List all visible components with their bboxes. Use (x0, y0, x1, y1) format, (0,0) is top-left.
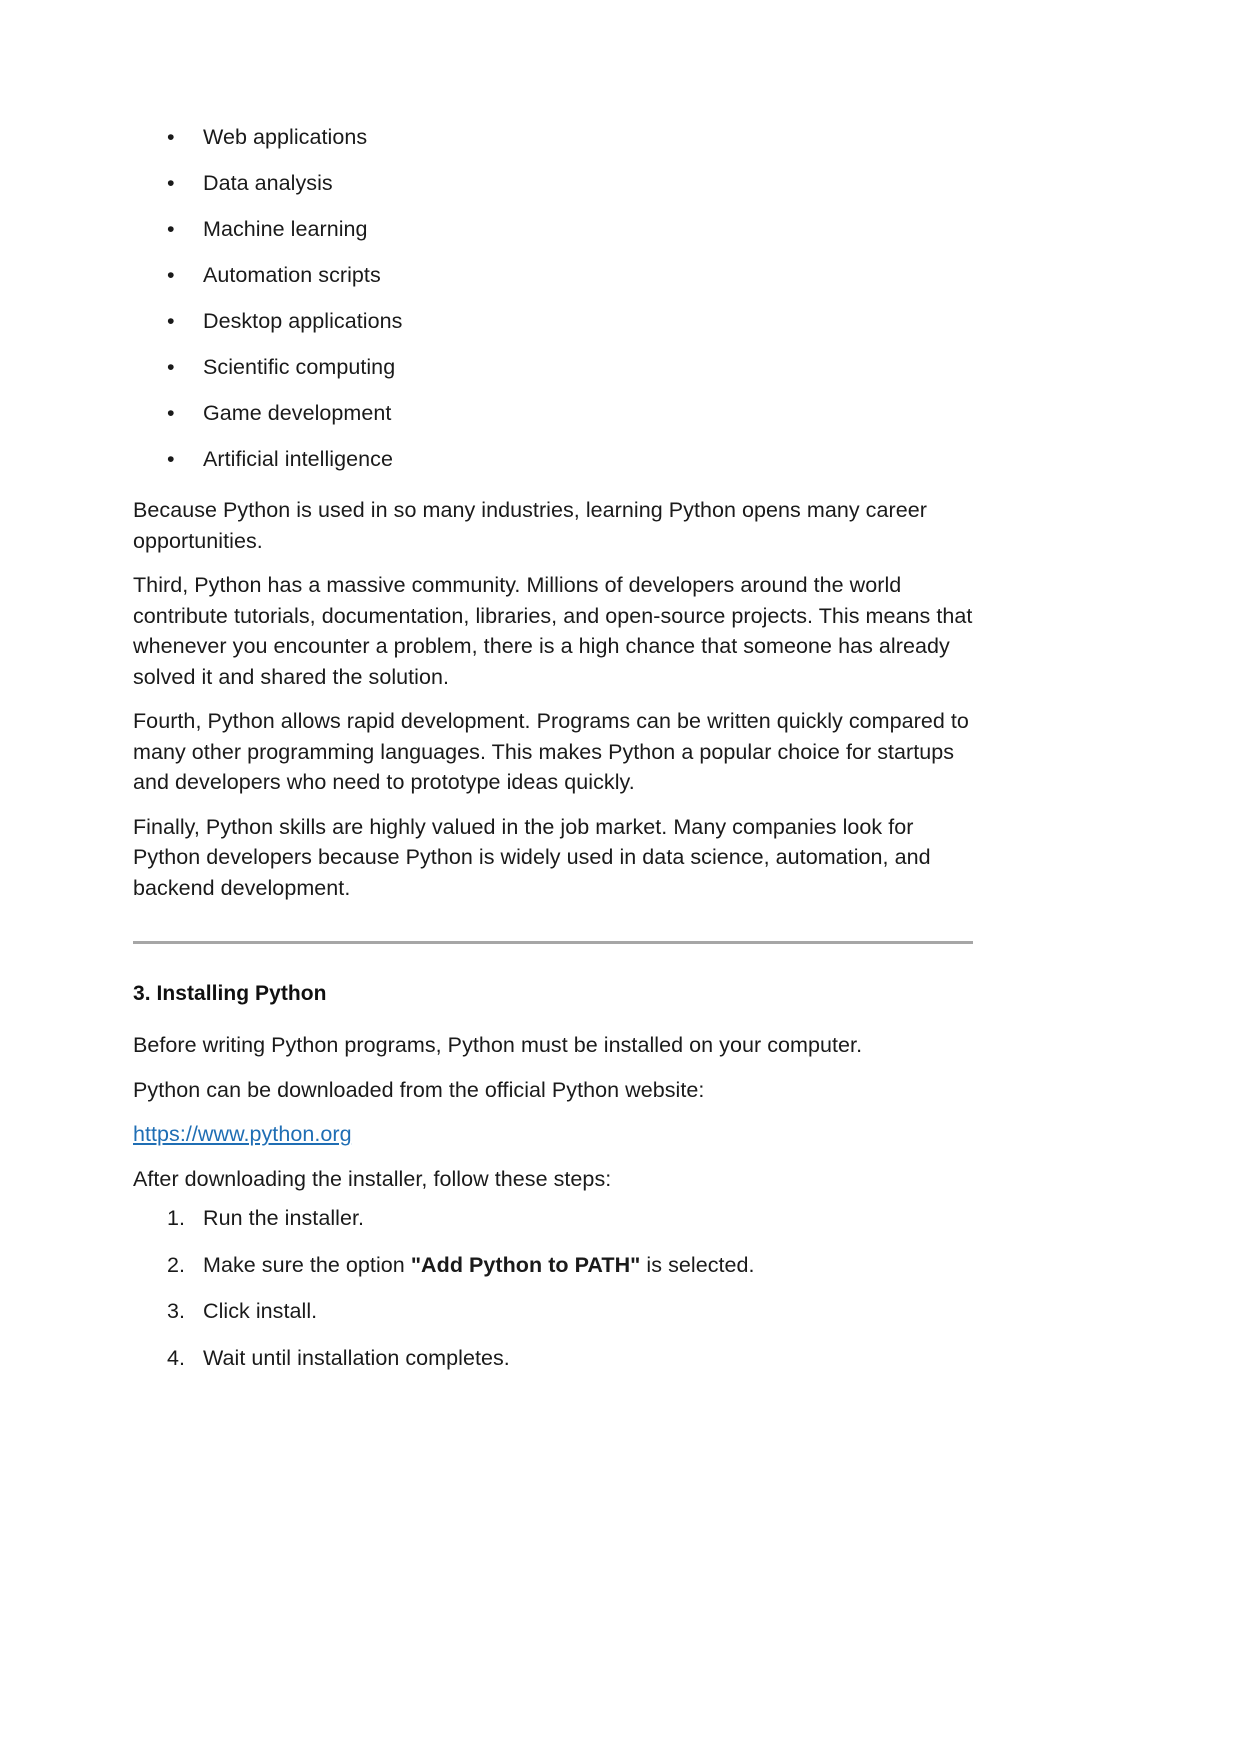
bullet-icon: • (167, 447, 175, 471)
list-item (133, 311, 973, 333)
bullet-icon: • (167, 171, 175, 195)
list-item-label: Artificial intelligence (203, 447, 393, 471)
spacer (133, 944, 973, 981)
list-item (133, 127, 973, 149)
list-item (133, 265, 973, 287)
python-website-link-paragraph (133, 1119, 973, 1150)
paragraph-community: Third, Python has a massive community. Millions of developers around the world contribute tutorials, documentation, libraries, and open-source projects. This means that whenever you encounter a problem, there is a high chance that someone has already solved it and shared the solution. (133, 573, 973, 689)
list-item-label: Click install. (203, 1299, 318, 1324)
list-item (133, 1301, 973, 1323)
paragraph-steps-intro: After downloading the installer, follow these steps: (133, 1166, 612, 1191)
list-item (133, 357, 973, 379)
list-item-label (203, 1253, 755, 1277)
bullet-icon: • (167, 401, 175, 425)
paragraph-career-opportunities: Because Python is used in so many industries, learning Python opens many career opportunities. (133, 498, 927, 553)
list-item-number: 2. (167, 1252, 186, 1277)
paragraph-install-intro: Before writing Python programs, Python must be installed on your computer. (133, 1033, 863, 1058)
list-item-label: Machine learning (203, 217, 368, 241)
python-use-cases-list (133, 127, 973, 471)
page-title: 3. Installing Python (133, 982, 327, 1006)
list-item (133, 449, 973, 471)
list-item-label: Web applications (203, 125, 368, 149)
list-item-label: Data analysis (203, 171, 333, 195)
list-item-label: Game development (203, 401, 392, 425)
list-item-number: 4. (167, 1345, 186, 1370)
bullet-icon: • (167, 217, 175, 241)
list-item-number: 3. (167, 1299, 186, 1324)
list-item (133, 1208, 973, 1230)
list-item-label: Wait until installation completes. (203, 1345, 510, 1370)
list-item (133, 1345, 973, 1370)
paragraph-job-market: Finally, Python skills are highly valued in the job market. Many companies look for Python developers because Python is widely used in data science, automation, and backend development. (133, 814, 931, 900)
list-item (133, 1252, 973, 1277)
list-item (133, 173, 973, 195)
list-item-label: Run the installer. (203, 1206, 365, 1231)
list-item (133, 219, 973, 241)
list-item-label: Desktop applications (203, 309, 403, 333)
paragraph-download-source: Python can be downloaded from the official Python website: (133, 1077, 705, 1102)
python-website-link[interactable]: https://www.python.org (133, 1122, 352, 1147)
spacer (133, 915, 973, 941)
list-item-label: Scientific computing (203, 355, 396, 379)
list-item-label: Automation scripts (203, 263, 381, 287)
list-item-number: 1. (167, 1206, 186, 1231)
bullet-icon: • (167, 263, 175, 287)
installation-steps-list (133, 1208, 973, 1369)
add-python-to-path-emphasis: "Add Python to PATH" (410, 1252, 641, 1277)
document-content (133, 118, 973, 1394)
step-text-prefix: Make sure the option (203, 1252, 411, 1277)
paragraph-rapid-development: Fourth, Python allows rapid development. Programs can be written quickly compared to many other programming languages. This makes Python a popular choice for startups and developers who need to prototype ideas quickly. (133, 709, 969, 795)
step-text-suffix: is selected. (640, 1252, 755, 1277)
list-item (133, 403, 973, 425)
bullet-icon: • (167, 125, 175, 149)
bullet-icon: • (167, 355, 175, 379)
bullet-icon: • (167, 309, 175, 333)
